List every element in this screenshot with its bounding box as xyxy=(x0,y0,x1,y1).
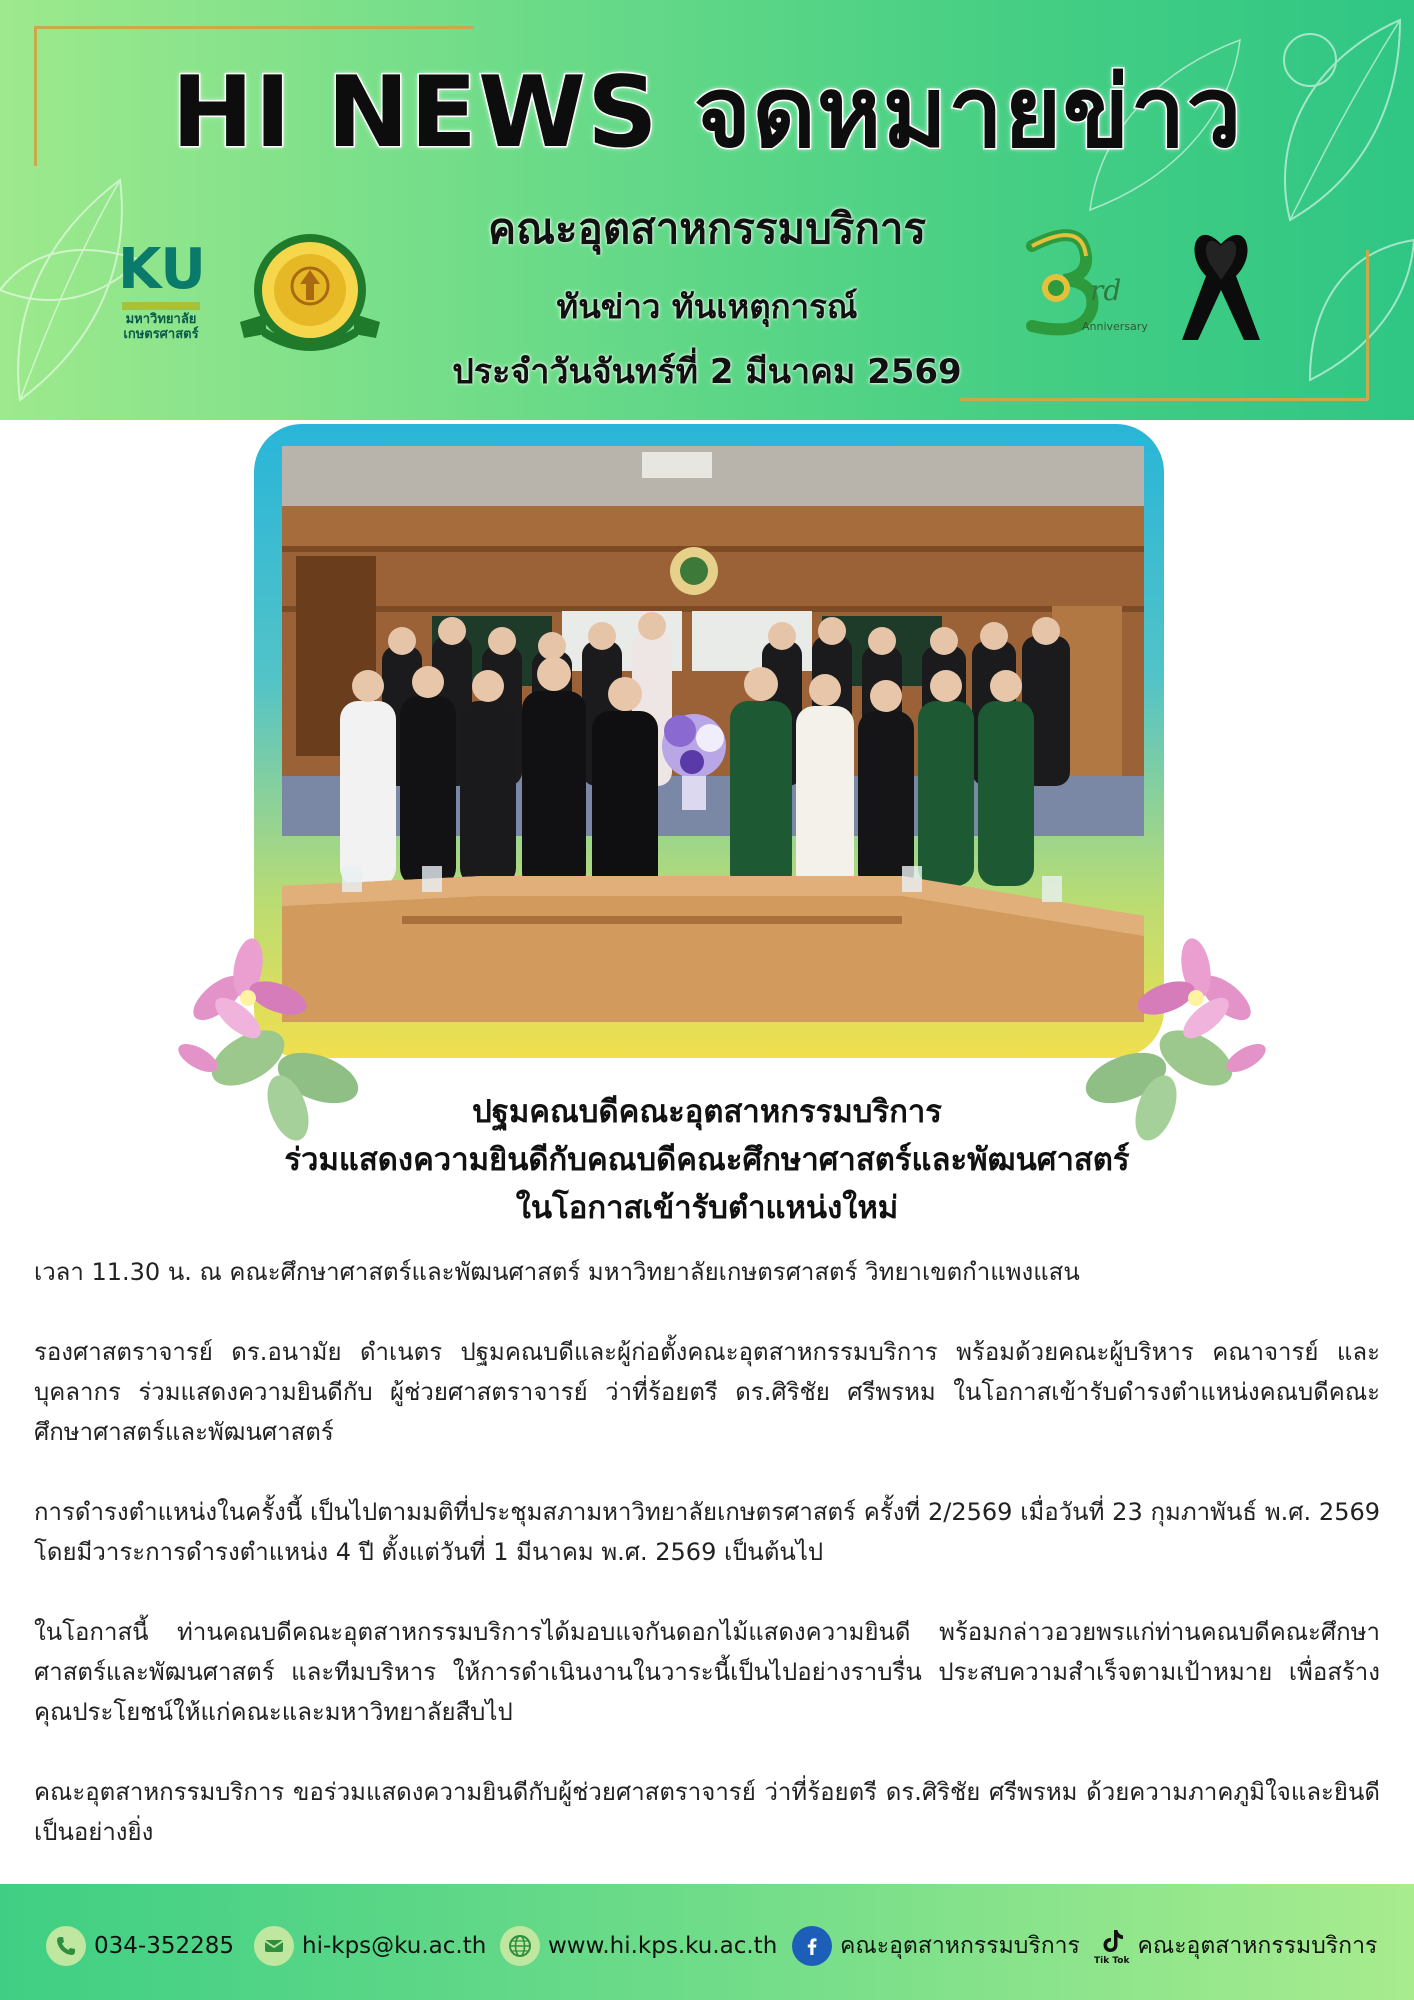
ku-logo-line1: มหาวิทยาลัย xyxy=(125,312,197,327)
tiktok-label: Tik Tok xyxy=(1094,1956,1130,1966)
phone-number: 034-352285 xyxy=(94,1933,234,1959)
newsletter-title: HI NEWS จดหมายข่าว xyxy=(171,56,1243,170)
issue-date: ประจำวันจันทร์ที่ 2 มีนาคม 2569 xyxy=(452,352,962,392)
contact-facebook[interactable] xyxy=(792,1924,1080,1968)
faculty-name: คณะอุตสาหกรรมบริการ xyxy=(487,204,927,253)
gold-divider xyxy=(34,26,474,29)
contact-tiktok[interactable] xyxy=(1094,1924,1377,1968)
email-address: hi-kps@ku.ac.th xyxy=(302,1933,487,1959)
headline-line-2: ร่วมแสดงความยินดีกับคณบดีคณะศึกษาศาสตร์และพัฒนศาสตร์ xyxy=(284,1142,1130,1178)
website-url: www.hi.kps.ku.ac.th xyxy=(548,1933,778,1959)
facebook-page: คณะอุตสาหกรรมบริการ xyxy=(840,1933,1080,1959)
ku-logo xyxy=(118,237,206,350)
article-paragraph-2: รองศาสตราจารย์ ดร.อนามัย ดำเนตร ปฐมคณบดีและผู้ก่อตั้งคณะอุตสาหกรรมบริการ พร้อมด้วยคณะผู้บริหาร คณาจารย์ และบุคลากร ร่วมแสดงความยินดีกับ ผู้ช่วยศาสตราจารย์ ว่าที่ร้อยตรี ดร.ศิริชัย ศรีพรหม ในโอกาสเข้ารับดำรงตำแหน่งคณบดีคณะศึกษาศาสตร์และพัฒนศาสตร์ xyxy=(34,1338,1380,1446)
headline-line-3: ในโอกาสเข้ารับตำแหน่งใหม่ xyxy=(515,1190,899,1226)
ku-logo-line2: เกษตรศาสตร์ xyxy=(123,327,199,342)
article-headline xyxy=(0,1088,1414,1232)
black-ribbon-icon xyxy=(1176,224,1266,344)
article-paragraph-3: การดำรงตำแหน่งในครั้งนี้ เป็นไปตามมติที่ประชุมสภามหาวิทยาลัยเกษตรศาสตร์ ครั้งที่ 2/2569 เมื่อวันที่ 23 กุมภาพันธ์ พ.ศ. 2569 โดยมีวาระการดำรงตำแหน่ง 4 ปี ตั้งแต่วันที่ 1 มีนาคม พ.ศ. 2569 เป็นต้นไป xyxy=(34,1498,1380,1566)
tiktok-icon xyxy=(1097,1926,1127,1956)
article-body xyxy=(34,1252,1380,1892)
3rd-anniversary-icon xyxy=(1012,226,1148,344)
ku-logo-bar xyxy=(122,302,200,310)
header-banner xyxy=(0,0,1414,420)
article-paragraph-1: เวลา 11.30 น. ณ คณะศึกษาศาสตร์และพัฒนศาสตร์ มหาวิทยาลัยเกษตรศาสตร์ วิทยาเขตกำแพงแสน xyxy=(34,1258,1080,1286)
gold-divider xyxy=(960,398,1368,401)
phone-icon xyxy=(46,1926,86,1966)
article-paragraph-5: คณะอุตสาหกรรมบริการ ขอร่วมแสดงความยินดีกับผู้ช่วยศาสตราจารย์ ว่าที่ร้อยตรี ดร.ศิริชัย ศรีพรหม ด้วยความภาคภูมิใจและยินดีเป็นอย่างยิ่ง xyxy=(34,1778,1380,1846)
email-icon xyxy=(254,1926,294,1966)
contact-website[interactable] xyxy=(500,1924,777,1968)
headline-line-1: ปฐมคณบดีคณะอุตสาหกรรมบริการ xyxy=(472,1094,942,1130)
svg-text:rd: rd xyxy=(1090,274,1122,307)
faculty-seal-icon xyxy=(236,230,384,354)
article-paragraph-4: ในโอกาสนี้ ท่านคณบดีคณะอุตสาหกรรมบริการได้มอบแจกันดอกไม้แสดงความยินดี พร้อมกล่าวอวยพรแก่ท่านคณบดีคณะศึกษาศาสตร์และพัฒนศาสตร์ และทีมบริหาร ให้การดำเนินงานในวาระนี้เป็นไปอย่างราบรื่น ประสบความสำเร็จตามเป้าหมาย เพื่อสร้างคุณประโยชน์ให้แก่คณะและมหาวิทยาลัยสืบไป xyxy=(34,1618,1380,1726)
facebook-icon xyxy=(792,1926,832,1966)
contact-email[interactable] xyxy=(254,1924,486,1968)
group-photo xyxy=(282,446,1144,1022)
ku-logo-mark: KU xyxy=(118,237,206,302)
tiktok-account: คณะอุตสาหกรรมบริการ xyxy=(1137,1933,1378,1959)
tiktok-badge xyxy=(1094,1926,1129,1966)
globe-icon xyxy=(500,1926,540,1966)
contact-phone[interactable] xyxy=(46,1924,234,1968)
slogan: ทันข่าว ทันเหตุการณ์ xyxy=(556,287,858,326)
svg-text:Anniversary: Anniversary xyxy=(1082,320,1148,333)
